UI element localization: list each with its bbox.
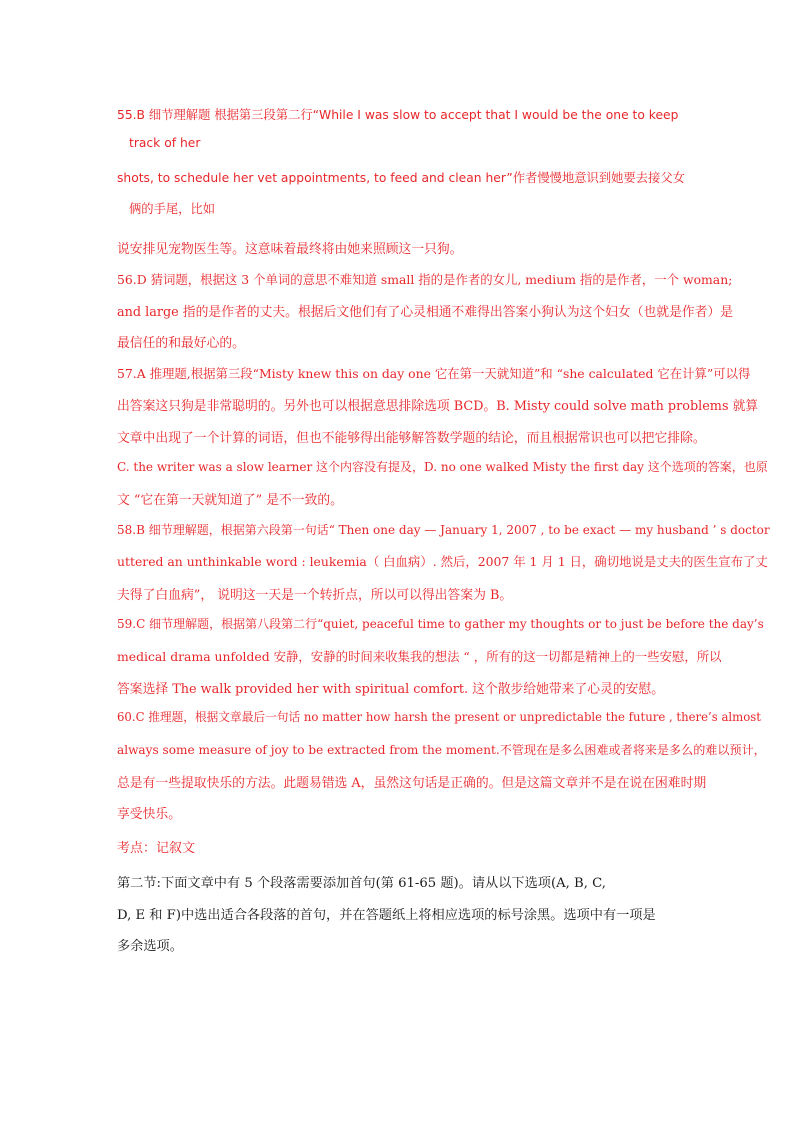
answer-57-line-3: 文章中出现了一个计算的词语，但也不能够得出能够解答数学题的结论，而且根据常识也可以把它排除。 (117, 431, 706, 446)
answer-57-line-4: C. the writer was a slow learner 这个内容没有提及，D. no one walked Misty the first day 这个选项的答案，也原 (117, 460, 768, 474)
answer-55-line-3: shots, to schedule her vet appointments, to feed and clean her”作者慢慢地意识到她要去接父女 (117, 171, 685, 185)
answer-56-line-2: and large 指的是作者的丈夫。根据后文他们有了心灵相通不难得出答案小狗认为这个妇女（也就是作者）是 (117, 305, 734, 320)
answer-56-line-1: 56.D 猜词题，根据这 3 个单词的意思不难知道 small 指的是作者的女儿, medium 指的是作者，一个 woman; (117, 272, 733, 287)
section2-line-2: D, E 和 F)中选出适合各段落的首句，并在答题纸上将相应选项的标号涂黑。选项中有一项是 (117, 908, 656, 923)
answer-59-line-2: medical drama unfolded 安静，安静的时间来收集我的想法 “ ，所有的这一切都是精神上的一些安慰，所以 (117, 649, 722, 664)
answer-57-line-2: 出答案这只狗是非常聪明的。另外也可以根据意思排除选项 BCD。B. Misty could solve math problems 就算 (117, 399, 759, 414)
answer-55-line-5: 说安排见宠物医生等。这意味着最终将由她来照顾这一只狗。 (117, 242, 463, 257)
answer-59-line-1: 59.C 细节理解题，根据第八段第二行“quiet, peaceful time to gather my thoughts or to just be before the day’s (117, 617, 764, 631)
answer-56-line-3: 最信任的和最好心的。 (117, 336, 245, 351)
answer-59-line-3: 答案选择 The walk provided her with spiritual comfort. 这个散步给她带来了心灵的安慰。 (117, 682, 665, 697)
answer-57-line-1: 57.A 推理题,根据第三段“Misty knew this on day one 它在第一天就知道”和 “she calculated 它在计算”可以得 (117, 366, 751, 381)
answer-58-line-3: 夫得了白血病”， 说明这一天是一个转折点，所以可以得出答案为 B。 (117, 588, 513, 603)
answer-60-line-3: 总是有一些提取快乐的方法。此题易错选 A，虽然这句话是正确的。但是这篇文章并不是在说在困难时期 (117, 776, 707, 791)
answer-60-line-4: 享受快乐。 (117, 807, 181, 822)
answer-60-line-2: always some measure of joy to be extracted from the moment.不管现在是多么困难或者将来是多么的难以预计， (117, 743, 766, 757)
section2-line-3: 多余选项。 (117, 939, 183, 954)
answer-55-line-1: 55.B 细节理解题 根据第三段第二行“While I was slow to accept that I would be the one to keep (117, 108, 679, 122)
answer-57-line-5: 文 “它在第一天就知道了” 是不一致的。 (117, 493, 343, 508)
answer-55-line-2: track of her (129, 136, 201, 150)
section2-line-1: 第二节:下面文章中有 5 个段落需要添加首句(第 61-65 题)。请从以下选项(A, B, C, (117, 876, 606, 891)
answer-58-line-2: uttered an unthinkable word : leukemia（ 白血病）. 然后，2007 年 1 月 1 日，确切地说是丈夫的医生宣布了丈 (117, 554, 768, 569)
answer-55-line-4: 俩的手尾，比如 (129, 202, 216, 216)
kaodian-label: 考点：记叙文 (117, 841, 196, 856)
answer-60-line-1: 60.C 推理题，根据文章最后一句话 no matter how harsh the present or unpredictable the future , there’s almost (117, 710, 761, 724)
answer-58-line-1: 58.B 细节理解题，根据第六段第一句话“ Then one day — January 1, 2007 , to be exact — my husband ’ s doctor (117, 523, 770, 537)
